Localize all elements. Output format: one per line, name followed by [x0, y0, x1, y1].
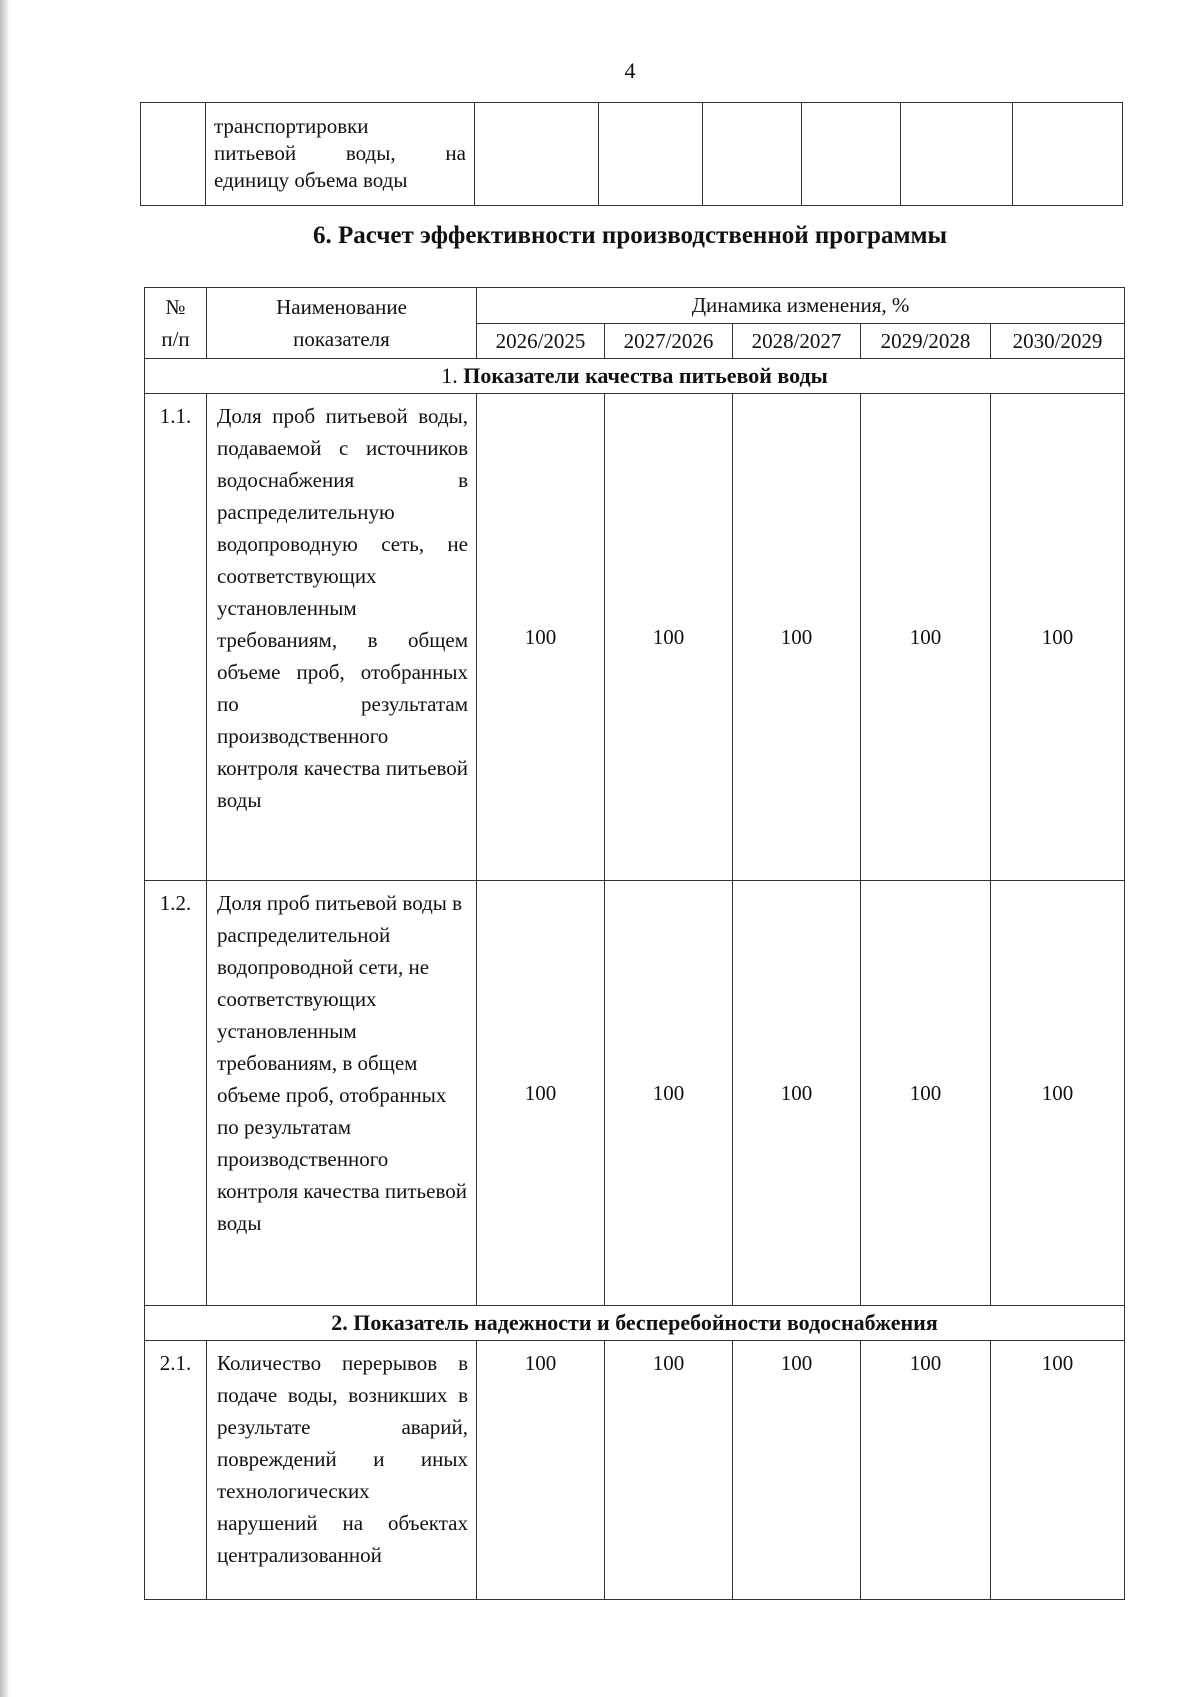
indicator-name-cell [206, 103, 475, 206]
value-cell: 100 [861, 394, 991, 881]
section-title: 2. Показатель надежности и бесперебойности водоснабжения [145, 1306, 1125, 1341]
value-cell: 100 [733, 394, 861, 881]
page-number: 4 [624, 58, 636, 83]
value-cell [1013, 103, 1123, 206]
name-line: питьевой воды, на [214, 141, 466, 165]
value-cell: 100 [477, 1341, 605, 1600]
value-cell: 100 [861, 881, 991, 1306]
previous-table-fragment [140, 102, 1123, 206]
value-cell: 100 [605, 394, 733, 881]
period-header: 2029/2028 [861, 323, 991, 359]
name-line: единицу объема воды [214, 168, 408, 192]
table-row [145, 881, 1125, 1306]
section-row [145, 1306, 1125, 1341]
value-cell: 100 [733, 881, 861, 1306]
scan-edge [0, 0, 9, 1697]
efficiency-table [144, 287, 1125, 1600]
period-header: 2030/2029 [991, 323, 1125, 359]
dynamics-header: Динамика изменения, % [477, 288, 1125, 324]
value-cell: 100 [991, 881, 1125, 1306]
value-cell: 100 [477, 881, 605, 1306]
indicator-name: Доля проб питьевой воды, подаваемой с источников водоснабжения в распределительную водопроводную сеть, не соответствующих установленным требованиям, в общем объеме проб, отобранных по результатам производственного контроля качества питьевой воды [207, 394, 477, 881]
value-cell: 100 [605, 881, 733, 1306]
row-number: 1.2. [145, 881, 207, 1306]
value-cell: 100 [861, 1341, 991, 1600]
row-number: 2.1. [145, 1341, 207, 1600]
value-cell: 100 [605, 1341, 733, 1600]
value-cell [901, 103, 1013, 206]
header-row [145, 288, 1125, 324]
table-row [141, 103, 1123, 206]
row-number: 1.1. [145, 394, 207, 881]
value-cell: 100 [477, 394, 605, 881]
value-cell: 100 [991, 394, 1125, 881]
value-cell: 100 [733, 1341, 861, 1600]
period-header: 2028/2027 [733, 323, 861, 359]
table-row [145, 394, 1125, 881]
period-header: 2027/2026 [605, 323, 733, 359]
name-line: транспортировки [214, 114, 369, 138]
value-cell [703, 103, 802, 206]
table-row [145, 1341, 1125, 1600]
num-header: № п/п [145, 288, 207, 359]
period-header: 2026/2025 [477, 323, 605, 359]
value-cell [475, 103, 599, 206]
indicator-name: Количество перерывов в подаче воды, возникших в результате аварий, повреждений и иных технологических нарушений на объектах централизованной [207, 1341, 477, 1600]
section-title: 1. Показатели качества питьевой воды [145, 359, 1125, 394]
name-header: Наименование показателя [207, 288, 477, 359]
value-cell [599, 103, 703, 206]
section-row [145, 359, 1125, 394]
indicator-name: Доля проб питьевой воды в распределительной водопроводной сети, не соответствующих установленным требованиям, в общем объеме проб, отобранных по результатам производственного контроля качества питьевой воды [207, 881, 477, 1306]
num-cell [141, 103, 206, 206]
value-cell: 100 [991, 1341, 1125, 1600]
value-cell [802, 103, 901, 206]
section-heading: 6. Расчет эффективности производственной программы [312, 222, 948, 249]
